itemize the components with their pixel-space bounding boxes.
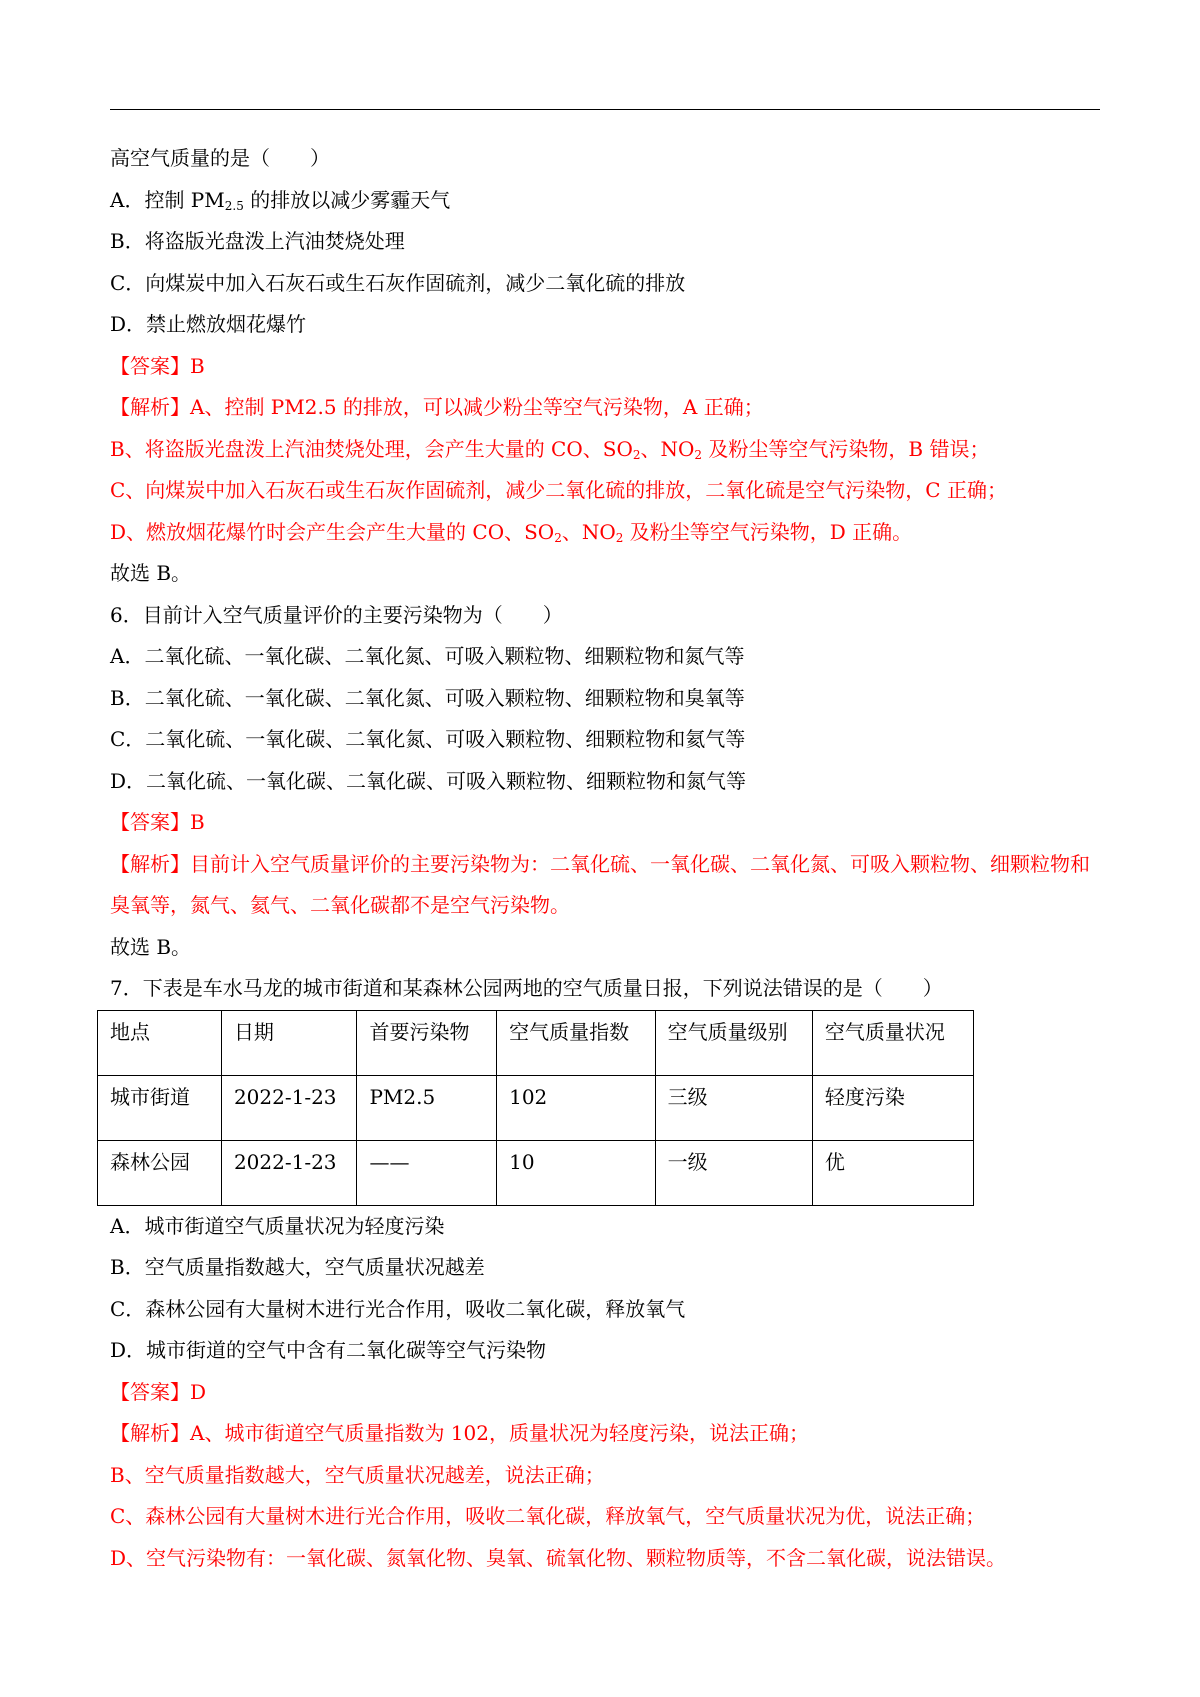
document-body: [110, 138, 1105, 1579]
q7-option-a: A．城市街道空气质量状况为轻度污染: [110, 1213, 445, 1238]
q5-option-a-post: 的排放以减少雾霾天气: [243, 187, 451, 212]
q5-analysis-d: [110, 512, 1105, 554]
q7-option-c: C．森林公园有大量树木进行光合作用，吸收二氧化碳，释放氧气: [110, 1296, 686, 1321]
table-cell: 2022-1-23: [221, 1075, 357, 1140]
q7-stem: 7．下表是车水马龙的城市街道和某森林公园两地的空气质量日报，下列说法错误的是（ ）: [110, 976, 943, 1000]
subscript: 2: [632, 447, 641, 462]
table-header-cell: 空气质量级别: [655, 1010, 812, 1075]
q7-analysis-c: C、森林公园有大量树木进行光合作用，吸收二氧化碳，释放氧气，空气质量状况为优，说法正确；: [110, 1504, 986, 1528]
q6-option-c: C．二氧化硫、一氧化碳、二氧化氮、可吸入颗粒物、细颗粒物和氦气等: [110, 727, 746, 751]
q5-answer: 【答案】B: [110, 353, 205, 378]
table-cell: 102: [497, 1075, 656, 1140]
subscript: 2: [694, 447, 703, 462]
table-row: [98, 1075, 974, 1140]
table-header-cell: 空气质量指数: [497, 1010, 656, 1075]
q5-option-c: C．向煤炭中加入石灰石或生石灰作固硫剂，减少二氧化硫的排放: [110, 270, 686, 295]
table-header-cell: 日期: [221, 1010, 357, 1075]
table-cell: 一级: [655, 1140, 812, 1205]
q5-analysis-d-post: 及粉尘等空气污染物，D 正确。: [623, 519, 913, 544]
q5-analysis-b-post: 及粉尘等空气污染物，B 错误；: [702, 436, 990, 461]
q6-option-b: B．二氧化硫、一氧化碳、二氧化氮、可吸入颗粒物、细颗粒物和臭氧等: [110, 685, 745, 710]
q5-analysis-b-mid: 、NO: [640, 436, 695, 461]
q7-analysis-b: B、空气质量指数越大，空气质量状况越差，说法正确；: [110, 1462, 605, 1487]
table-cell: 城市街道: [98, 1075, 222, 1140]
subscript: 2: [615, 530, 624, 545]
table-cell: 10: [497, 1140, 656, 1205]
q5-option-a-pre: A．控制 PM: [110, 187, 225, 212]
q5-analysis-d-pre: D、燃放烟花爆竹时会产生会产生大量的 CO、SO: [110, 519, 555, 544]
table-cell: PM2.5: [357, 1075, 497, 1140]
header-rule: [110, 109, 1100, 110]
q7-analysis-a: 【解析】A、城市街道空气质量指数为 102，质量状况为轻度污染，说法正确；: [110, 1421, 809, 1445]
q5-analysis-b-pre: B、将盗版光盘泼上汽油焚烧处理，会产生大量的 CO、SO: [110, 436, 633, 461]
q5-stem: 高空气质量的是（ ）: [110, 146, 330, 170]
q5-option-a: [110, 180, 1105, 222]
q7-option-d: D．城市街道的空气中含有二氧化碳等空气污染物: [110, 1338, 547, 1362]
q5-conclusion: 故选 B。: [110, 561, 192, 585]
q5-analysis-b: [110, 429, 1105, 471]
q6-analysis: 【解析】目前计入空气质量评价的主要污染物为：二氧化硫、一氧化碳、二氧化氮、可吸入颗粒物、细颗粒物和臭氧等，氮气、氦气、二氧化碳都不是空气污染物。: [110, 851, 1090, 917]
table-header-cell: 地点: [98, 1010, 222, 1075]
q5-analysis-c: C、向煤炭中加入石灰石或生石灰作固硫剂，减少二氧化硫的排放，二氧化硫是空气污染物，C 正确；: [110, 478, 1007, 502]
table-cell: 森林公园: [98, 1140, 222, 1205]
table-cell: 优: [812, 1140, 973, 1205]
subscript: 2.5: [224, 198, 244, 213]
q5-analysis-d-mid: 、NO: [561, 519, 616, 544]
q6-stem: 6．目前计入空气质量评价的主要污染物为（ ）: [110, 602, 563, 627]
q7-option-b: B．空气质量指数越大，空气质量状况越差: [110, 1255, 485, 1279]
q5-option-b: B．将盗版光盘泼上汽油焚烧处理: [110, 229, 405, 253]
q7-answer: 【答案】D: [110, 1379, 207, 1404]
subscript: 2: [554, 530, 562, 545]
table-cell: 三级: [655, 1075, 812, 1140]
air-quality-table-wrap: [97, 1010, 1105, 1206]
table-cell: 轻度污染: [812, 1075, 973, 1140]
table-header-row: [98, 1010, 974, 1075]
table-cell: 2022-1-23: [221, 1140, 357, 1205]
q5-option-d: D．禁止燃放烟花爆竹: [110, 312, 307, 336]
q6-option-d: D．二氧化硫、一氧化碳、二氧化碳、可吸入颗粒物、细颗粒物和氮气等: [110, 768, 747, 793]
table-cell: ——: [357, 1140, 497, 1205]
q6-answer: 【答案】B: [110, 810, 205, 834]
q5-analysis-a: 【解析】A、控制 PM2.5 的排放，可以减少粉尘等空气污染物，A 正确；: [110, 395, 764, 419]
q6-option-a: A．二氧化硫、一氧化碳、二氧化氮、可吸入颗粒物、细颗粒物和氮气等: [110, 644, 745, 668]
table-header-cell: 首要污染物: [357, 1010, 497, 1075]
table-row: [98, 1140, 974, 1205]
q7-analysis-d: D、空气污染物有：一氧化碳、氮氧化物、臭氧、硫氧化物、颗粒物质等，不含二氧化碳，说法错误。: [110, 1545, 1007, 1570]
table-header-cell: 空气质量状况: [812, 1010, 973, 1075]
q6-conclusion: 故选 B。: [110, 934, 192, 959]
air-quality-table: [97, 1010, 974, 1206]
